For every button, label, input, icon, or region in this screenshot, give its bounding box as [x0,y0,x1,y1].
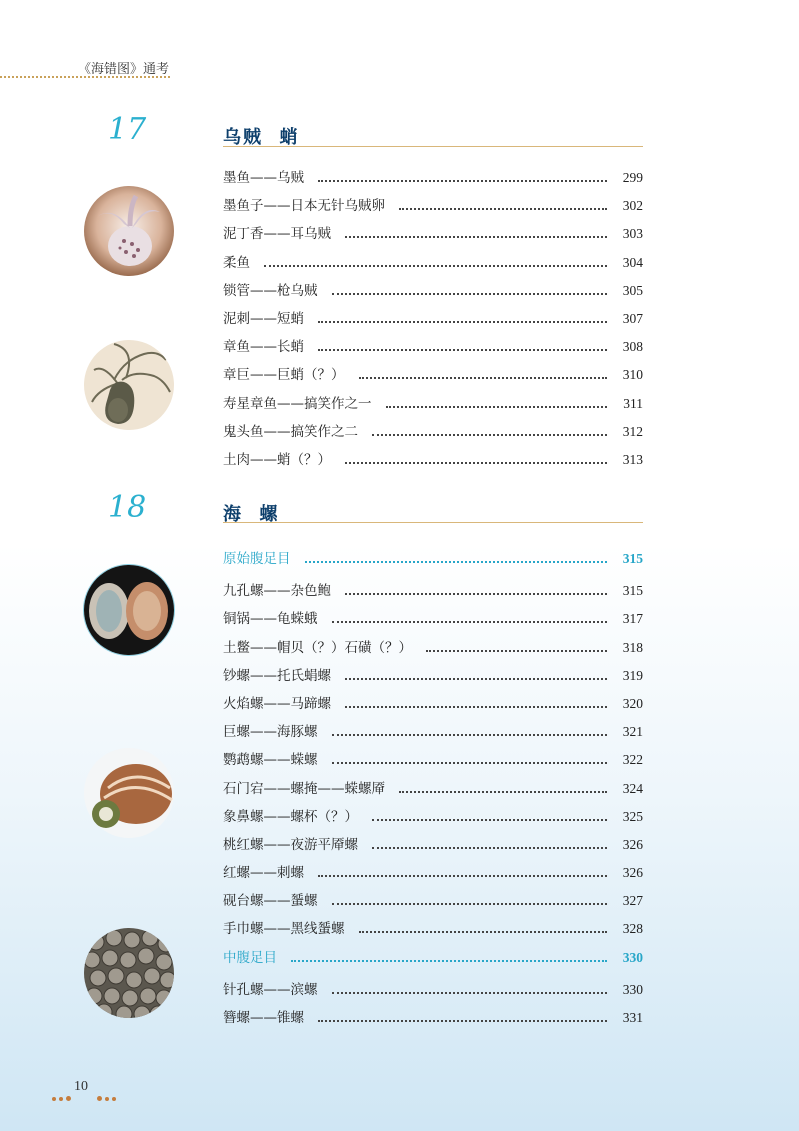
toc-entry-label: 章巨——巨蛸（？） [223,367,345,384]
dot-leader [332,293,608,295]
dot-leader [386,406,608,408]
toc-entry-page: 330 [622,949,643,965]
dot-leader [372,434,607,436]
toc-entry-page: 331 [622,1010,643,1025]
toc-entry[interactable] [223,889,643,917]
toc-entry-page: 315 [622,583,643,599]
toc-entry-page: 312 [622,423,643,439]
toc-entry[interactable] [223,448,643,476]
toc-entry-page: 307 [622,310,643,326]
toc-entry-label: 鹦鹉螺——蝾螺 [223,752,318,769]
toc-entry[interactable] [223,692,643,720]
dot-leader [399,208,607,210]
toc-entry[interactable] [223,166,643,194]
toc-entry-label: 红螺——刺螺 [223,865,304,882]
dot-leader [359,931,608,933]
toc-entry-label: 中腹足目 [223,949,277,966]
toc-section-heading[interactable] [223,946,643,974]
footer-ornament [97,1086,119,1105]
toc-entry-page: 313 [622,451,643,467]
toc-entry-page: 321 [622,724,643,740]
toc-entry[interactable] [223,279,643,307]
dot-leader [318,321,607,323]
toc-list [223,166,643,476]
toc-entry[interactable] [223,194,643,222]
dot-leader [372,847,607,849]
toc-entry[interactable] [223,579,643,607]
cuttlefish-photo [84,186,174,276]
toc-entry[interactable] [223,335,643,363]
dot-leader [291,960,607,962]
toc-entry[interactable] [223,222,643,250]
toc-entry[interactable] [223,251,643,279]
dot-leader [332,621,608,623]
toc-entry[interactable] [223,805,643,833]
chapter-title: 海 螺 [223,504,280,525]
dot-leader [305,561,608,563]
toc-entry-label: 原始腹足目 [223,551,291,567]
dot-leader [318,349,607,351]
running-head-rule [0,76,170,78]
dot-leader [318,875,607,877]
toc-entry[interactable] [223,420,643,448]
toc-entry-page: 325 [622,808,643,824]
chapter-title: 乌贼 蛸 [223,127,300,148]
chapter-rule [223,146,643,147]
toc-entry-label: 桃红螺——夜游平厣螺 [223,836,358,853]
chapter-number: 18 [108,490,147,525]
toc-entry[interactable] [223,861,643,889]
dot-leader [332,992,608,994]
toc-entry-label: 土鳖——帽贝（？）石磺（？） [223,639,412,656]
toc-entry[interactable] [223,978,643,1006]
toc-entry-label: 象鼻螺——螺杯（？） [223,808,358,825]
toc-entry-page: 324 [622,780,643,796]
toc-entry[interactable] [223,917,643,945]
toc-entry-page: 311 [623,395,643,411]
periwinkle-shells-photo [84,928,174,1018]
toc-entry-page: 330 [622,981,643,997]
toc-entry-page: 315 [622,551,643,566]
dot-leader [332,762,608,764]
dot-leader [359,377,608,379]
toc-entry-page: 310 [622,367,643,383]
toc-entry-label: 泥丁香——耳乌贼 [223,226,331,243]
toc-entry-page: 326 [622,836,643,852]
toc-entry-label: 巨螺——海豚螺 [223,724,318,741]
dot-leader [264,265,607,267]
abalone-shell-photo [84,565,174,655]
toc-entry-label: 墨鱼——乌贼 [223,170,304,186]
toc-section-heading[interactable] [223,547,643,575]
toc-entry-page: 326 [622,865,643,881]
dot-leader [332,734,608,736]
dot-leader [318,1020,607,1022]
toc-entry-page: 322 [622,752,643,768]
turban-snail-photo [84,748,174,838]
toc-entry[interactable] [223,607,643,635]
toc-entry-label: 火焰螺——马蹄螺 [223,695,331,712]
dot-leader [345,706,607,708]
dot-leader [399,791,607,793]
toc-entry-label: 簪螺——锥螺 [223,1010,304,1026]
toc-entry[interactable] [223,777,643,805]
toc-entry-page: 328 [622,921,643,937]
dot-leader [332,903,608,905]
footer-ornament [52,1086,74,1105]
dot-leader [372,819,607,821]
dot-leader [426,650,607,652]
dot-leader [318,180,607,182]
toc-entry-page: 303 [622,226,643,242]
toc-entry-page: 319 [622,667,643,683]
toc-entry-label: 针孔螺——滨螺 [223,981,318,998]
toc-entry-label: 手巾螺——黑线蜑螺 [223,921,345,938]
toc-entry-page: 318 [622,639,643,655]
toc-entry[interactable] [223,720,643,748]
page-number: 10 [74,1079,88,1094]
chapter-rule [223,522,643,523]
toc-entry-label: 寿星章鱼——搞笑作之一 [223,395,372,412]
running-head: 《海错图》通考 [78,62,170,77]
toc-entry-label: 章鱼——长蛸 [223,339,304,356]
toc-entry-page: 317 [622,611,643,627]
dot-leader [345,593,607,595]
toc-entry-label: 铜锅——龟蝾蛾 [223,611,318,628]
toc-entry-label: 土肉——蛸（？） [223,451,331,468]
toc-entry-label: 泥刺——短蛸 [223,310,304,327]
toc-entry-label: 柔鱼 [223,254,250,271]
toc-entry-label: 九孔螺——杂色鲍 [223,583,331,600]
dot-leader [345,236,607,238]
toc-entry[interactable] [223,392,643,420]
toc-entry[interactable] [223,363,643,391]
toc-list [223,547,643,1034]
toc-entry-page: 305 [622,282,643,298]
toc-entry[interactable] [223,636,643,664]
toc-entry-label: 锁管——枪乌贼 [223,282,318,299]
toc-entry-page: 304 [622,254,643,270]
toc-entry-label: 钞螺——托氏蜎螺 [223,667,331,684]
toc-entry-page: 302 [622,198,643,214]
dot-leader [345,462,607,464]
toc-entry[interactable] [223,307,643,335]
dot-leader [345,678,607,680]
toc-entry[interactable] [223,664,643,692]
toc-entry-label: 墨鱼子——日本无针乌贼卵 [223,198,385,215]
toc-entry[interactable] [223,1006,643,1034]
octopus-illustration [84,340,174,430]
toc-entry-label: 鬼头鱼——搞笑作之二 [223,423,358,440]
toc-entry-page: 327 [622,893,643,909]
toc-entry-label: 石门宕——螺掩——蝾螺厣 [223,780,385,797]
toc-entry[interactable] [223,833,643,861]
toc-entry[interactable] [223,748,643,776]
toc-entry-page: 308 [622,339,643,355]
chapter-number: 17 [108,112,147,147]
toc-entry-page: 320 [622,695,643,711]
toc-entry-page: 299 [622,170,643,185]
toc-entry-label: 砚台螺——蜑螺 [223,893,318,910]
